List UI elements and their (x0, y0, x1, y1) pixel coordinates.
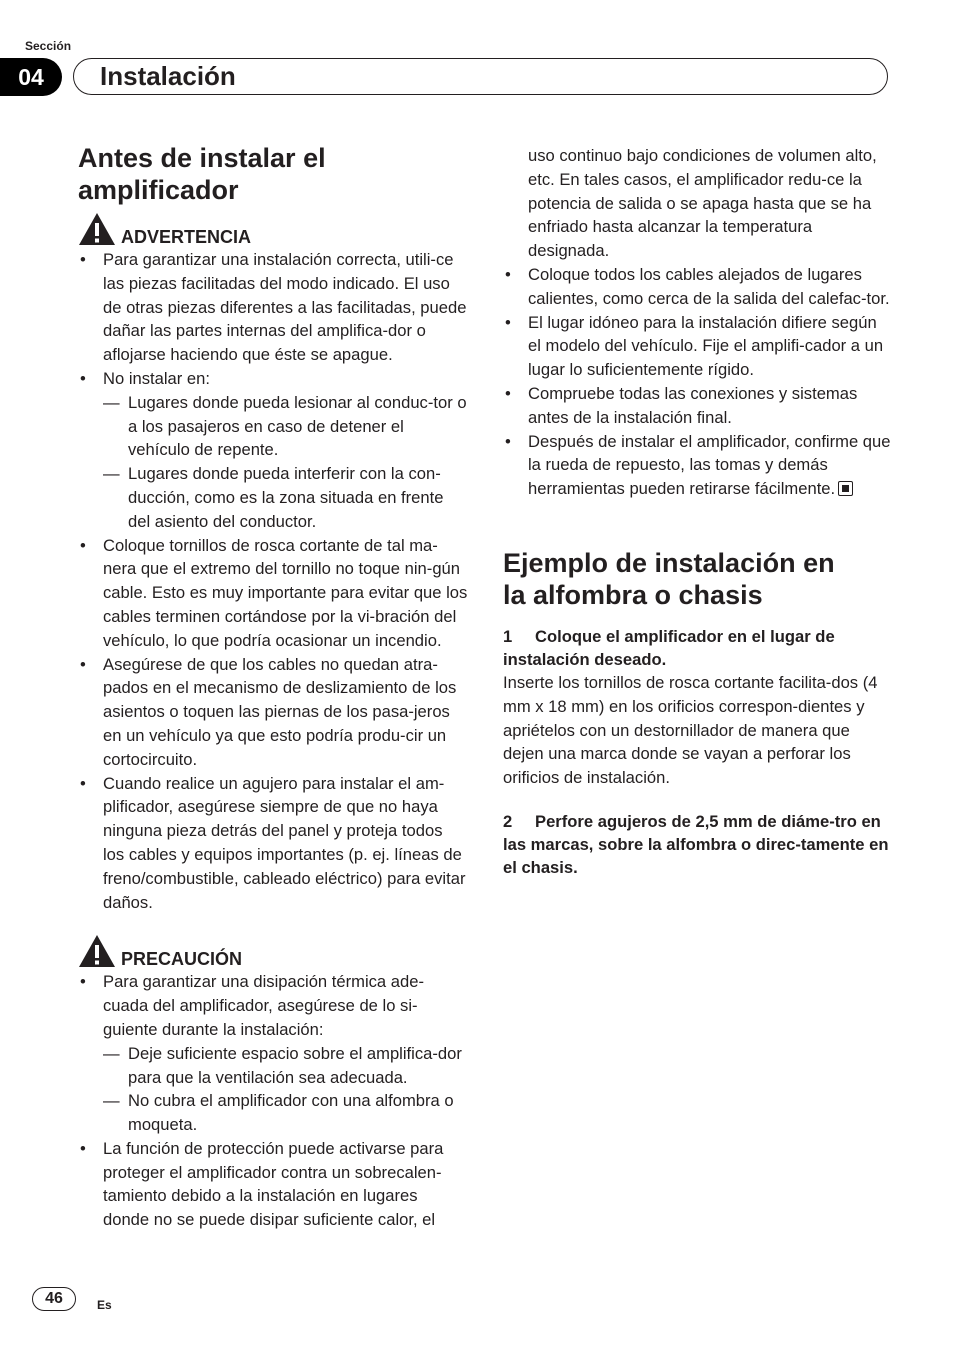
warning-triangle-icon (78, 934, 116, 968)
warning-sublist (103, 391, 468, 534)
section-title: Instalación (100, 61, 236, 91)
section-heading (503, 547, 893, 611)
list-item: • Coloque todos los cables alejados de lugares calientes, como cerca de la salida del calefac-tor. (503, 263, 893, 311)
page-number: 46 (32, 1287, 76, 1311)
section-number: 04 (0, 58, 62, 96)
list-item: • Asegúrese de que los cables no quedan atra-pados en el mecanismo de deslizamiento de los asientos o toquen las piernas de los pasa-jeros en un vehículo ya que esto podría produ-cir un cortocircuito. (78, 653, 468, 772)
step-1-heading (503, 625, 893, 671)
warning-triangle-icon (78, 212, 116, 246)
list-item (503, 430, 893, 501)
section-label: Sección (25, 39, 72, 53)
page-title-line1: Antes de instalar el (78, 143, 326, 173)
page-title (78, 142, 468, 206)
list-item: • Cuando realice un agujero para instalar el am-plificador, asegúrese siempre de que no haya ninguna pieza detrás del panel y proteja todos los cables y equipos importantes (p. ej. líneas de freno/combustible, cableado eléctrico) para evitar daños. (78, 772, 468, 915)
list-item: • Para garantizar una instalación correcta, utili-ce las piezas facilitadas del modo indicado. El uso de otras piezas diferentes a las facilitadas, puede dañar las partes internas del amplifica-dor o aflojarse haciendo que éste se apague. (78, 248, 468, 367)
list-item-text: No instalar en: (103, 368, 210, 388)
step-heading-text: Coloque el amplificador en el lugar de instalación deseado. (503, 626, 835, 669)
list-item-text: Para garantizar una disipación térmica ade-cuada del amplificador, asegúrese de lo si-guiente durante la instalación: (103, 972, 424, 1039)
section-heading-line1: Ejemplo de instalación en (503, 547, 835, 578)
page-title-line2: amplificador (78, 175, 239, 205)
list-item: • Compruebe todas las conexiones y sistemas antes de la instalación final. (503, 382, 893, 430)
right-column (503, 144, 893, 879)
list-item (78, 367, 468, 534)
list-item: • El lugar idóneo para la instalación difiere según el modelo del vehículo. Fije el amplifi-cador a un lugar lo suficientemente rígido. (503, 311, 893, 382)
step-heading-text: Perfore agujeros de 2,5 mm de diáme-tro en las marcas, sobre la alfombra o direc-tamente en el chasis. (503, 811, 889, 877)
warning-heading (78, 212, 468, 248)
step-2-heading (503, 810, 893, 879)
list-item: • Coloque tornillos de rosca cortante de tal ma-nera que el extremo del tornillo no toque nin-gún cable. Esto es muy importante para evitar que los cables terminen cortándose por la vi-bración del vehículo, lo que podría ocasionar un incendio. (78, 534, 468, 653)
end-of-section-icon (838, 481, 853, 496)
section-heading-line2: la alfombra o chasis (503, 579, 763, 610)
caution-list-continued (503, 263, 893, 501)
sub-list-item: — Lugares donde pueda interferir con la con-ducción, como es la zona situada en frente del asiento del conductor. (103, 462, 468, 533)
continued-text: uso continuo bajo condiciones de volumen alto, etc. En tales casos, el amplificador redu-ce la potencia de salida o se apaga hasta que se ha enfriado hasta alcanzar la temperatura designada. (528, 146, 877, 261)
warning-list (78, 248, 468, 914)
language-code: Es (97, 1298, 112, 1312)
caution-list (78, 970, 468, 1232)
warning-title: ADVERTENCIA (121, 227, 252, 247)
sub-list-item: — No cubra el amplificador con una alfombra o moqueta. (103, 1089, 468, 1137)
list-item: • La función de protección puede activarse para proteger el amplificador contra un sobrecalen-tamiento debido a la instalación en lugares donde no se puede disipar suficiente calor, el (78, 1137, 468, 1232)
step-number: 1 (503, 626, 513, 646)
step-number: 2 (503, 811, 513, 831)
left-column (78, 142, 468, 1232)
list-item (78, 970, 468, 1137)
sub-list-item: — Lugares donde pueda lesionar al conduc-tor o a los pasajeros en caso de detener el vehículo de repente. (103, 391, 468, 462)
sub-list-item: — Deje suficiente espacio sobre el amplifica-dor para que la ventilación sea adecuada. (103, 1042, 468, 1090)
caution-heading (78, 934, 468, 970)
caution-title: PRECAUCIÓN (121, 949, 243, 970)
caution-sublist (103, 1042, 468, 1137)
list-item-text: Después de instalar el amplificador, confirme que la rueda de repuesto, las tomas y demás herramientas pueden retirarse fácilmente. (528, 431, 891, 499)
step-1-text: Inserte los tornillos de rosca cortante facilita-dos (4 mm x 18 mm) en los orificios correspon-dientes y apriételos con un destornillador de manera que dejen una marca donde se vayan a perforar los orificios de instalación. (503, 672, 878, 788)
